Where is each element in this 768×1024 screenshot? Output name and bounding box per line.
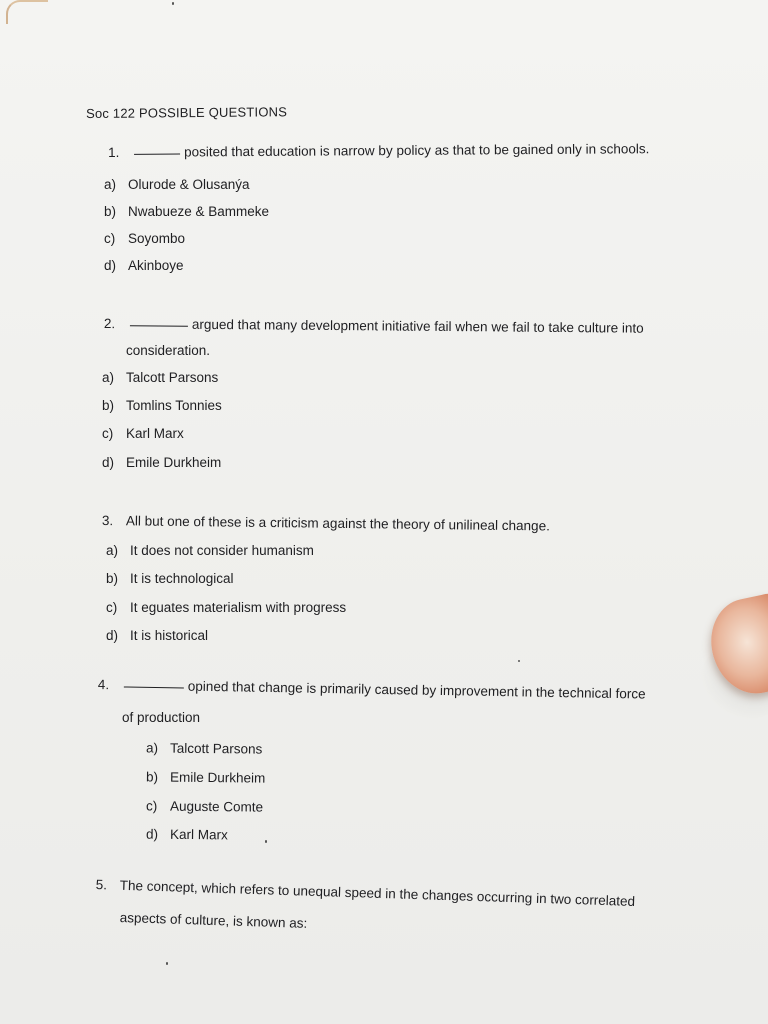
- option-text: Karl Marx: [126, 426, 184, 441]
- option-letter: d): [145, 826, 159, 842]
- answer-blank: [130, 325, 188, 327]
- option-4d: [146, 827, 228, 843]
- option-4a: [146, 740, 262, 756]
- option-1c: [104, 231, 185, 246]
- option-letter: c): [145, 798, 158, 814]
- option-text: It is historical: [130, 628, 209, 643]
- option-4b: [146, 769, 265, 785]
- option-3b: [106, 571, 234, 586]
- option-text: It is technological: [130, 571, 234, 586]
- option-letter: d): [102, 455, 115, 470]
- scan-speck: [265, 840, 267, 843]
- option-text: Talcott Parsons: [126, 370, 219, 385]
- option-letter: a): [102, 370, 115, 385]
- question-text: argued that many development initiative fail when we fail to take culture into: [191, 316, 644, 336]
- option-letter: b): [145, 769, 159, 785]
- option-1a: [104, 177, 250, 192]
- option-1b: [104, 204, 269, 219]
- option-text: It does not consider humanism: [130, 543, 314, 558]
- question-number: 1.: [107, 144, 120, 160]
- option-text: It eguates materialism with progress: [130, 600, 347, 615]
- option-text: Olurode & Olusanýa: [128, 177, 250, 192]
- question-text: The concept, which refers to unequal speed in the changes occurring in two correlated: [119, 877, 636, 909]
- option-text: Soyombo: [128, 231, 186, 246]
- option-letter: c): [104, 231, 116, 246]
- answer-blank: [134, 153, 180, 154]
- option-2a: [102, 370, 218, 385]
- option-letter: a): [106, 543, 119, 558]
- option-text: Talcott Parsons: [169, 740, 263, 757]
- question-text: posited that education is narrow by policy as that to be gained only in schools.: [183, 141, 650, 160]
- option-text: Karl Marx: [169, 826, 228, 843]
- question-text: opined that change is primarily caused by improvement in the technical force: [187, 678, 646, 702]
- question-number: 4.: [97, 677, 110, 693]
- question-3: [102, 514, 550, 533]
- option-2d: [102, 455, 221, 470]
- question-2: [104, 317, 644, 335]
- question-2-continuation: consideration.: [126, 343, 211, 358]
- option-letter: d): [104, 258, 117, 273]
- option-letter: b): [102, 398, 115, 413]
- option-3c: [106, 600, 346, 615]
- option-letter: c): [102, 426, 114, 441]
- question-number: 5.: [95, 877, 108, 893]
- option-letter: a): [145, 740, 159, 756]
- question-4-continuation: of production: [122, 710, 201, 725]
- option-text: Auguste Comte: [169, 798, 264, 815]
- answer-blank: [124, 686, 184, 688]
- option-text: Emile Durkheim: [169, 769, 266, 786]
- question-5: [96, 878, 636, 908]
- question-text: All but one of these is a criticism against the theory of unilineal change.: [125, 513, 550, 534]
- option-letter: d): [106, 628, 119, 643]
- option-text: Nwabueze & Bammeke: [128, 204, 270, 219]
- scan-speck: [166, 962, 168, 965]
- option-2c: [102, 426, 184, 441]
- option-1d: [104, 258, 184, 273]
- option-2b: [102, 398, 222, 413]
- option-letter: a): [104, 177, 117, 192]
- question-4: [98, 678, 646, 701]
- option-letter: b): [106, 571, 119, 586]
- option-letter: c): [106, 600, 118, 615]
- option-text: Akinboye: [128, 258, 184, 273]
- page-title: Soc 122 POSSIBLE QUESTIONS: [86, 104, 288, 121]
- option-text: Emile Durkheim: [126, 455, 222, 470]
- option-3a: [106, 543, 314, 558]
- question-5-continuation: aspects of culture, is known as:: [119, 910, 308, 931]
- option-letter: b): [104, 204, 117, 219]
- option-text: Tomlins Tonnies: [126, 398, 222, 413]
- scan-speck: [172, 2, 174, 5]
- question-number: 3.: [101, 513, 114, 529]
- corner-fold-mark: [6, 0, 48, 24]
- option-4c: [146, 798, 263, 814]
- question-1: [108, 142, 649, 159]
- scan-speck: [518, 660, 520, 662]
- option-3d: [106, 628, 208, 643]
- question-number: 2.: [103, 316, 116, 332]
